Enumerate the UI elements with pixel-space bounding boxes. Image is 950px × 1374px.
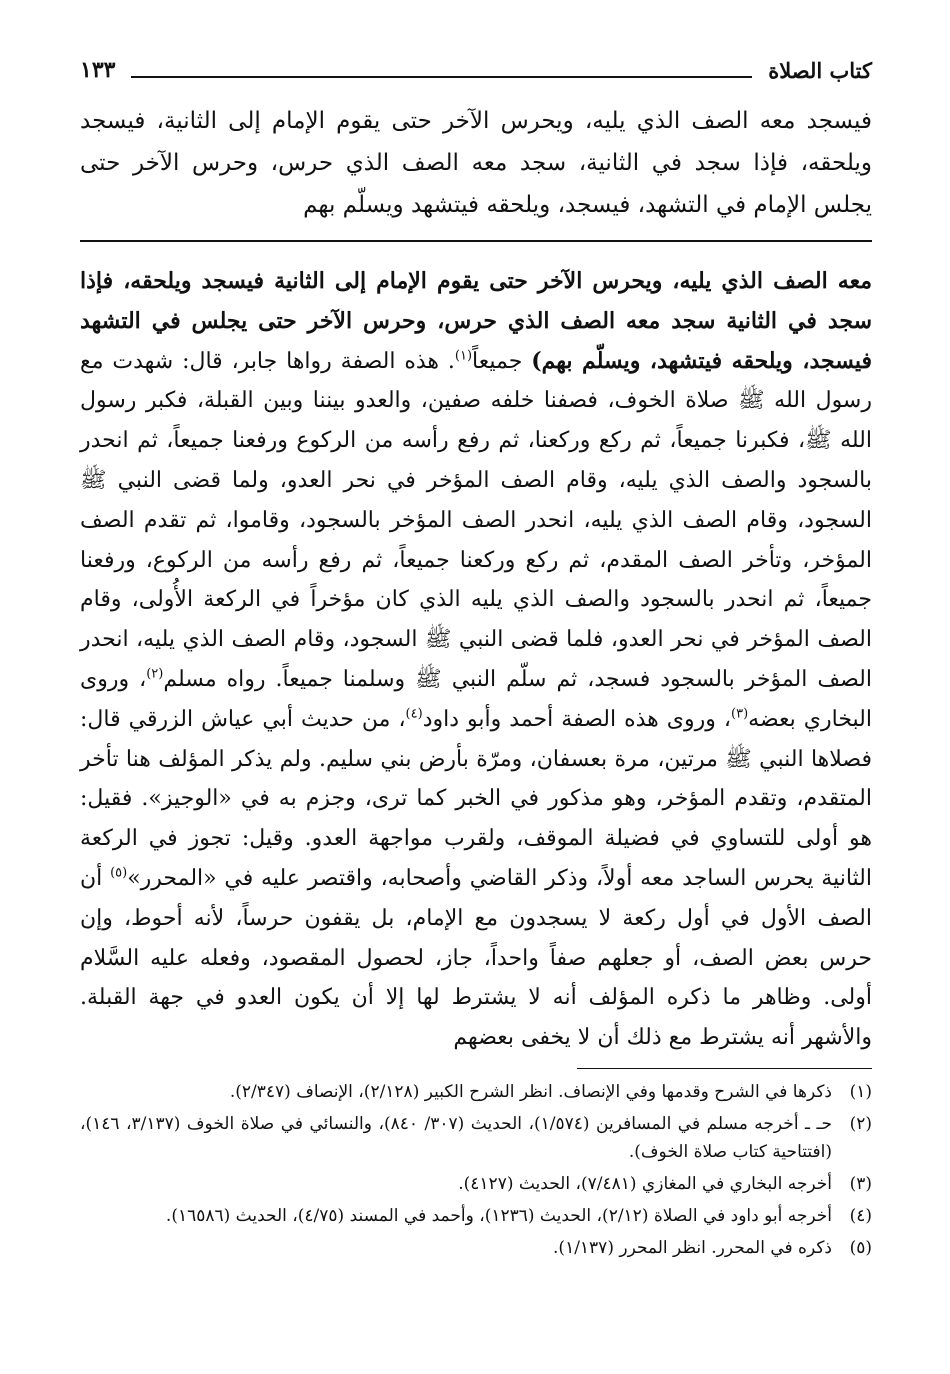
- sharh-part-1: جميعاً: [472, 348, 532, 374]
- sharh-part-4: ، وروى هذه الصفة أحمد وأبو داود: [422, 706, 732, 732]
- footnote-text: أخرجه أبو داود في الصلاة (٢/١٢)، الحديث (١٢٣٦)، وأحمد في المسند (٤/٧٥)، الحديث (١٦٥٨٦).: [165, 1206, 832, 1226]
- sharh-part-2: . هذه الصفة رواها جابر، قال: شهدت مع رسول الله ﷺ صلاة الخوف، فصفنا خلفه صفين، والعدو بيننا وبين القبلة، فكبر رسول الله ﷺ، فكبرنا جميعاً، ثم ركع وركعنا، ثم رفع رأسه من الركوع ورفعنا جميعاً، ثم انحدر بالسجود والصف الذي يليه، وقام الصف المؤخر في نحر العدو، ولما قضى النبي ﷺ السجود، وقام الصف الذي يليه، انحدر الصف المؤخر بالسجود، وقاموا، ثم تقدم الصف المؤخر، وتأخر الصف المقدم، ثم ركع وركعنا جميعاً، ثم رفع رأسه من الركوع، ورفعنا جميعاً، ثم انحدر بالسجود والصف الذي يليه الذي كان مؤخراً في الركعة الأُولى، وقام الصف المؤخر في نحر العدو، فلما قضى النبي ﷺ السجود، وقام الصف الذي يليه، انحدر الصف المؤخر بالسجود فسجد، ثم سلّم النبي ﷺ وسلمنا جميعاً. رواه مسلم: [80, 348, 873, 692]
- sharh-bold-quote: معه الصف الذي يليه، ويحرس الآخر حتى يقوم الإمام إلى الثانية فيسجد ويلحقه، فإذا سجد في الثانية سجد معه الصف الذي حرس، وحرس الآخر حتى يجلس في التشهد فيسجد، ويلحقه فيتشهد، ويسلّم بهم): [80, 268, 872, 374]
- footnotes: [80, 1078, 872, 1266]
- footnote-ref-1[interactable]: (١): [454, 348, 473, 364]
- footnote-text: ذكرها في الشرح وقدمها وفي الإنصاف. انظر الشرح الكبير (٢/١٢٨)، الإنصاف (٢/٣٤٧).: [229, 1082, 832, 1102]
- footnote-number: (٢): [849, 1114, 872, 1134]
- sharh-part-3: ، وروى البخاري بعضه: [80, 666, 872, 732]
- matn-divider: [80, 240, 872, 242]
- footnote-ref-3[interactable]: (٣): [731, 706, 749, 722]
- footnote-text: أخرجه البخاري في المغازي (٧/٤٨١)، الحديث (٤١٢٧).: [458, 1174, 832, 1194]
- footnote-number: (١): [849, 1082, 872, 1102]
- footnote-number: (٥): [849, 1238, 872, 1258]
- footnote-ref-5[interactable]: (٥): [110, 865, 128, 881]
- footnote-item: [80, 1170, 872, 1198]
- sharh-text: [80, 262, 872, 1058]
- footnote-item: [80, 1234, 872, 1262]
- page-number: ١٣٣: [80, 57, 116, 83]
- footnote-number: (٤): [849, 1206, 872, 1226]
- footnote-text: حـ ـ أخرجه مسلم في المسافرين (١/٥٧٤)، الحديث (٣٠٧/ ٨٤٠)، والنسائي في صلاة الخوف (٣/١٣٧، ١٤٦)، (افتتاحية كتاب صلاة الخوف).: [80, 1114, 833, 1162]
- chapter-title: كتاب الصلاة: [768, 57, 872, 83]
- footnote-ref-2[interactable]: (٢): [146, 666, 164, 682]
- matn-text: فيسجد معه الصف الذي يليه، ويحرس الآخر حتى يقوم الإمام إلى الثانية، فيسجد ويلحقه، فإذا سجد في الثانية، سجد معه الصف الذي حرس، وحرس الآخر حتى يجلس الإمام في التشهد، فيسجد، ويلحقه فيتشهد ويسلّم بهم: [80, 108, 872, 218]
- sharh-part-6: أن الصف الأول في أول ركعة لا يسجدون مع الإمام، بل يقفون حرساً، لأنه أحوط، وإن حرس بعض الصف، أو جعلهم صفاً واحداً، جاز، لحصول المقصود، وفعله عليه السَّلام أولى. وظاهر ما ذكره المؤلف أنه لا يشترط لها إلا أن يكون العدو في جهة القبلة. والأشهر أنه يشترط مع ذلك أن لا يخفى بعضهم: [80, 865, 872, 1051]
- header-rule: [131, 76, 752, 78]
- running-header: [80, 52, 872, 88]
- footnote-item: [80, 1078, 872, 1106]
- sharh-part-5: ، من حديث أبي عياش الزرقي قال: فصلاها النبي ﷺ مرتين، مرة بعسفان، ومرّة بأرض بني سليم. ولم يذكر المؤلف هنا تأخر المتقدم، وتقدم المؤخر، وهو مذكور في الخبر كما ترى، وجزم به في «الوجيز». فقيل: هو أولى للتساوي في فضيلة الموقف، ولقرب مواجهة العدو. وقيل: تجوز في الركعة الثانية يحرس الساجد معه أولاً، وذكر القاضي وأصحابه، واقتصر عليه في «المحرر»: [80, 706, 872, 891]
- footnote-item: [80, 1110, 872, 1166]
- footnote-ref-4[interactable]: (٤): [405, 706, 423, 722]
- footnote-divider: [577, 1068, 872, 1069]
- footnote-number: (٣): [849, 1174, 872, 1194]
- footnote-item: [80, 1202, 872, 1230]
- footnote-text: ذكره في المحرر. انظر المحرر (١/١٣٧).: [553, 1238, 832, 1258]
